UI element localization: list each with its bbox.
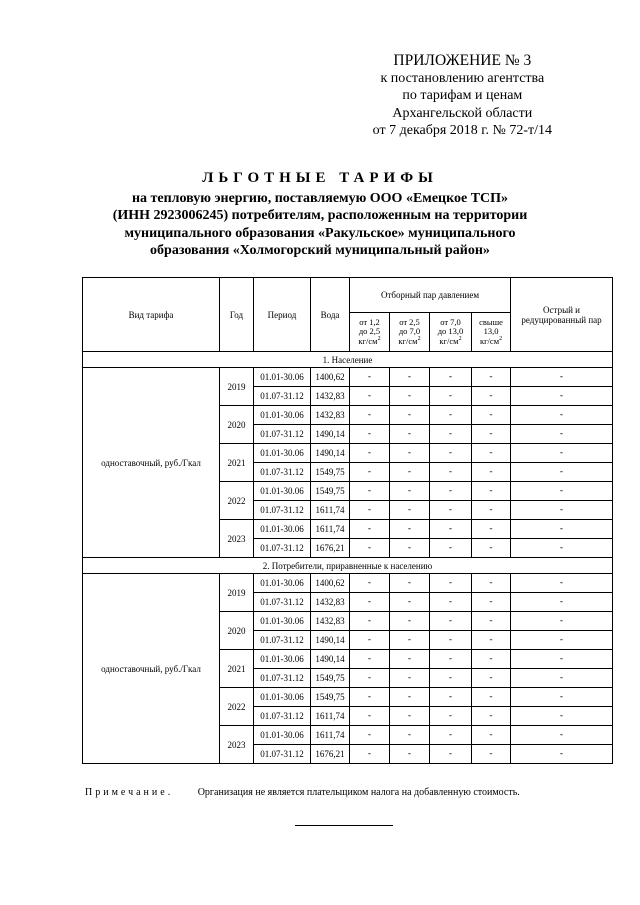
dash-cell: - xyxy=(511,669,613,688)
water-cell: 1432,83 xyxy=(311,593,350,612)
water-cell: 1490,14 xyxy=(311,444,350,463)
dash-cell: - xyxy=(350,669,390,688)
title-line: муниципального образования «Ракульское» муниципального xyxy=(124,225,516,241)
period-cell: 01.01-30.06 xyxy=(254,368,311,387)
period-cell: 01.07-31.12 xyxy=(254,539,311,558)
dash-cell: - xyxy=(350,745,390,764)
dash-cell: - xyxy=(472,593,511,612)
note-label: Примечание. xyxy=(85,787,174,798)
dash-cell: - xyxy=(350,688,390,707)
header-pressure-1: от 1,2 до 2,5 $кг/см^2$ xyxy=(350,313,390,352)
dash-cell: - xyxy=(390,669,430,688)
year-cell: 2023 xyxy=(220,726,254,764)
dash-cell: - xyxy=(472,368,511,387)
period-cell: 01.01-30.06 xyxy=(254,612,311,631)
period-cell: 01.01-30.06 xyxy=(254,406,311,425)
water-cell: 1611,74 xyxy=(311,726,350,745)
dash-cell: - xyxy=(430,463,472,482)
dash-cell: - xyxy=(390,688,430,707)
dash-cell: - xyxy=(430,482,472,501)
water-cell: 1432,83 xyxy=(311,387,350,406)
dash-cell: - xyxy=(472,539,511,558)
year-cell: 2023 xyxy=(220,520,254,558)
dash-cell: - xyxy=(350,501,390,520)
appendix-title: ПРИЛОЖЕНИЕ № 3 xyxy=(393,52,532,69)
dash-cell: - xyxy=(472,688,511,707)
dash-cell: - xyxy=(350,726,390,745)
dash-cell: - xyxy=(472,707,511,726)
dash-cell: - xyxy=(430,574,472,593)
dash-cell: - xyxy=(390,501,430,520)
header-type: Вид тарифа xyxy=(83,278,220,352)
dash-cell: - xyxy=(472,463,511,482)
dash-cell: - xyxy=(472,520,511,539)
water-cell: 1400,62 xyxy=(311,574,350,593)
section-row xyxy=(83,558,613,574)
water-cell: 1400,62 xyxy=(311,368,350,387)
dash-cell: - xyxy=(430,520,472,539)
dash-cell: - xyxy=(430,745,472,764)
dash-cell: - xyxy=(350,707,390,726)
header-steam: Отборный пар давлением xyxy=(350,278,511,313)
dash-cell: - xyxy=(390,726,430,745)
year-cell: 2019 xyxy=(220,368,254,406)
water-cell: 1676,21 xyxy=(311,539,350,558)
dash-cell: - xyxy=(350,425,390,444)
appendix-line: от 7 декабря 2018 г. № 72-т/14 xyxy=(372,123,552,138)
period-cell: 01.07-31.12 xyxy=(254,387,311,406)
dash-cell: - xyxy=(511,425,613,444)
dash-cell: - xyxy=(390,593,430,612)
appendix-line: по тарифам и ценам xyxy=(402,88,523,103)
table-row xyxy=(83,574,613,593)
dash-cell: - xyxy=(430,406,472,425)
period-cell: 01.07-31.12 xyxy=(254,463,311,482)
header-pressure-4: свыше 13,0 $кг/см^2$ xyxy=(472,313,511,352)
period-cell: 01.01-30.06 xyxy=(254,520,311,539)
year-cell: 2022 xyxy=(220,688,254,726)
title-main: ЛЬГОТНЫЕ ТАРИФЫ xyxy=(202,170,438,186)
water-cell: 1432,83 xyxy=(311,406,350,425)
dash-cell: - xyxy=(511,368,613,387)
dash-cell: - xyxy=(350,593,390,612)
header-pressure-3: от 7,0 до 13,0 $кг/см^2$ xyxy=(430,313,472,352)
water-cell: 1549,75 xyxy=(311,688,350,707)
water-cell: 1432,83 xyxy=(311,612,350,631)
year-cell: 2021 xyxy=(220,444,254,482)
note xyxy=(85,787,520,798)
dash-cell: - xyxy=(472,482,511,501)
table-row xyxy=(83,368,613,387)
water-cell: 1611,74 xyxy=(311,707,350,726)
note-text: Организация не является плательщиком налога на добавленную стоимость. xyxy=(197,787,520,798)
dash-cell: - xyxy=(390,612,430,631)
dash-cell: - xyxy=(472,387,511,406)
dash-cell: - xyxy=(390,574,430,593)
dash-cell: - xyxy=(511,631,613,650)
dash-cell: - xyxy=(390,368,430,387)
dash-cell: - xyxy=(430,387,472,406)
dash-cell: - xyxy=(390,539,430,558)
dash-cell: - xyxy=(390,745,430,764)
dash-cell: - xyxy=(430,726,472,745)
dash-cell: - xyxy=(430,593,472,612)
dash-cell: - xyxy=(511,574,613,593)
dash-cell: - xyxy=(350,482,390,501)
period-cell: 01.01-30.06 xyxy=(254,688,311,707)
document-title xyxy=(80,170,560,260)
period-cell: 01.07-31.12 xyxy=(254,669,311,688)
dash-cell: - xyxy=(511,482,613,501)
title-line: на тепловую энергию, поставляемую ООО «Емецкое ТСП» xyxy=(131,190,509,206)
dash-cell: - xyxy=(350,444,390,463)
water-cell: 1611,74 xyxy=(311,520,350,539)
title-line: (ИНН 2923006245) потребителям, расположенным на территории xyxy=(112,208,528,223)
dash-cell: - xyxy=(511,745,613,764)
dash-cell: - xyxy=(430,501,472,520)
dash-cell: - xyxy=(350,387,390,406)
period-cell: 01.07-31.12 xyxy=(254,501,311,520)
dash-cell: - xyxy=(511,539,613,558)
divider-line xyxy=(295,825,393,826)
section-title: 1. Население xyxy=(83,352,613,368)
dash-cell: - xyxy=(511,707,613,726)
section-title: 2. Потребители, приравненные к населению xyxy=(83,558,613,574)
dash-cell: - xyxy=(350,520,390,539)
dash-cell: - xyxy=(390,482,430,501)
dash-cell: - xyxy=(511,726,613,745)
dash-cell: - xyxy=(390,650,430,669)
year-cell: 2021 xyxy=(220,650,254,688)
dash-cell: - xyxy=(350,612,390,631)
dash-cell: - xyxy=(472,669,511,688)
period-cell: 01.01-30.06 xyxy=(254,726,311,745)
appendix-line: Архангельской области xyxy=(392,105,533,121)
dash-cell: - xyxy=(511,387,613,406)
dash-cell: - xyxy=(430,631,472,650)
dash-cell: - xyxy=(390,707,430,726)
dash-cell: - xyxy=(511,406,613,425)
dash-cell: - xyxy=(511,463,613,482)
header-pressure-2: от 2,5 до 7,0 $кг/см^2$ xyxy=(390,313,430,352)
dash-cell: - xyxy=(472,650,511,669)
dash-cell: - xyxy=(430,688,472,707)
period-cell: 01.07-31.12 xyxy=(254,631,311,650)
dash-cell: - xyxy=(430,707,472,726)
tariff-type-cell: одноставочный, руб./Гкал xyxy=(83,574,220,764)
dash-cell: - xyxy=(511,501,613,520)
dash-cell: - xyxy=(350,368,390,387)
year-cell: 2020 xyxy=(220,612,254,650)
tariff-type-cell: одноставочный, руб./Гкал xyxy=(83,368,220,558)
period-cell: 01.01-30.06 xyxy=(254,574,311,593)
water-cell: 1549,75 xyxy=(311,482,350,501)
tariff-table xyxy=(82,277,613,764)
dash-cell: - xyxy=(430,368,472,387)
dash-cell: - xyxy=(390,425,430,444)
appendix-line: к постановлению агентства xyxy=(380,70,545,86)
dash-cell: - xyxy=(350,463,390,482)
dash-cell: - xyxy=(472,444,511,463)
period-cell: 01.07-31.12 xyxy=(254,593,311,612)
dash-cell: - xyxy=(350,650,390,669)
dash-cell: - xyxy=(350,539,390,558)
dash-cell: - xyxy=(472,574,511,593)
header-water: Вода xyxy=(311,278,350,352)
year-cell: 2020 xyxy=(220,406,254,444)
water-cell: 1611,74 xyxy=(311,501,350,520)
dash-cell: - xyxy=(472,612,511,631)
dash-cell: - xyxy=(472,501,511,520)
section-row xyxy=(83,352,613,368)
dash-cell: - xyxy=(511,612,613,631)
water-cell: 1676,21 xyxy=(311,745,350,764)
dash-cell: - xyxy=(472,726,511,745)
water-cell: 1549,75 xyxy=(311,463,350,482)
dash-cell: - xyxy=(511,650,613,669)
dash-cell: - xyxy=(472,631,511,650)
dash-cell: - xyxy=(390,406,430,425)
dash-cell: - xyxy=(430,650,472,669)
dash-cell: - xyxy=(390,444,430,463)
period-cell: 01.01-30.06 xyxy=(254,650,311,669)
dash-cell: - xyxy=(430,612,472,631)
header-period: Период xyxy=(254,278,311,352)
period-cell: 01.01-30.06 xyxy=(254,444,311,463)
title-line: образования «Холмогорский муниципальный район» xyxy=(150,243,490,258)
dash-cell: - xyxy=(390,520,430,539)
period-cell: 01.07-31.12 xyxy=(254,707,311,726)
water-cell: 1490,14 xyxy=(311,425,350,444)
dash-cell: - xyxy=(430,425,472,444)
dash-cell: - xyxy=(350,574,390,593)
period-cell: 01.07-31.12 xyxy=(254,425,311,444)
dash-cell: - xyxy=(511,688,613,707)
year-cell: 2019 xyxy=(220,574,254,612)
dash-cell: - xyxy=(350,406,390,425)
period-cell: 01.01-30.06 xyxy=(254,482,311,501)
dash-cell: - xyxy=(350,631,390,650)
dash-cell: - xyxy=(430,444,472,463)
dash-cell: - xyxy=(511,520,613,539)
header-sharp-steam: Острый и редуцированный пар xyxy=(511,278,613,352)
dash-cell: - xyxy=(430,539,472,558)
dash-cell: - xyxy=(390,463,430,482)
dash-cell: - xyxy=(430,669,472,688)
header-year: Год xyxy=(220,278,254,352)
dash-cell: - xyxy=(472,745,511,764)
water-cell: 1490,14 xyxy=(311,631,350,650)
appendix-block xyxy=(373,52,552,140)
dash-cell: - xyxy=(472,406,511,425)
dash-cell: - xyxy=(472,425,511,444)
dash-cell: - xyxy=(390,387,430,406)
dash-cell: - xyxy=(511,593,613,612)
period-cell: 01.07-31.12 xyxy=(254,745,311,764)
water-cell: 1490,14 xyxy=(311,650,350,669)
year-cell: 2022 xyxy=(220,482,254,520)
dash-cell: - xyxy=(390,631,430,650)
dash-cell: - xyxy=(511,444,613,463)
water-cell: 1549,75 xyxy=(311,669,350,688)
